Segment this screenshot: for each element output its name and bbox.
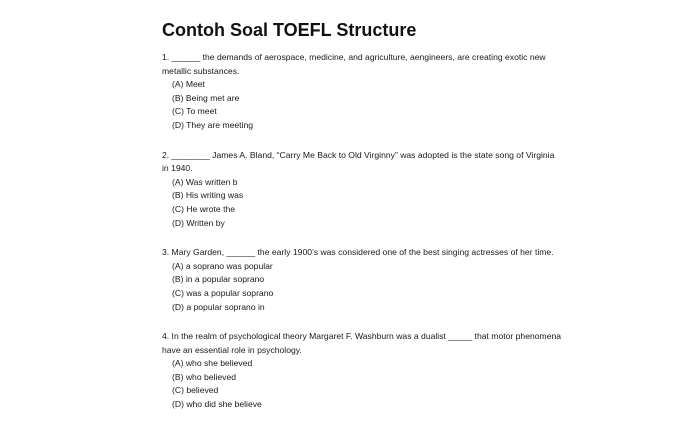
answer-options (162, 176, 562, 230)
option-a: (A) Meet (172, 79, 205, 90)
option-b: (B) Being met are (172, 92, 240, 103)
question-text: 1. ______ the demands of aerospace, medicine, and agriculture, aengineers, are creating exotic new metallic substances. (162, 52, 546, 76)
page-title: Contoh Soal TOEFL Structure (162, 20, 417, 40)
document-page (162, 18, 562, 428)
answer-options (162, 260, 562, 314)
option-d: (D) They are meeting (172, 119, 254, 130)
question-text: 4. In the realm of psychological theory Margaret F. Washburn was a dualist _____ that motor phenomena have an essential role in psychology. (162, 331, 562, 355)
option-a: (A) who she believed (172, 358, 253, 369)
option-d: (D) who did she believe (172, 399, 262, 410)
answer-options (162, 78, 562, 132)
option-c: (C) believed (172, 385, 219, 396)
question-2 (162, 149, 562, 231)
question-text: 3. Mary Garden, ______ the early 1900’s was considered one of the best singing actresses of her time. (162, 247, 554, 258)
answer-options (162, 357, 562, 411)
question-1 (162, 51, 562, 133)
option-a: (A) a soprano was popular (172, 260, 273, 271)
option-a: (A) Was written b (172, 176, 238, 187)
option-d: (D) Written by (172, 217, 225, 228)
option-b: (B) in a popular soprano (172, 274, 265, 285)
option-c: (C) He wrote the (172, 203, 236, 214)
option-b: (B) who believed (172, 371, 237, 382)
option-c: (C) was a popular soprano (172, 287, 274, 298)
option-c: (C) To meet (172, 106, 217, 117)
question-4 (162, 330, 562, 412)
option-b: (B) His writing was (172, 190, 244, 201)
option-d: (D) a popular soprano in (172, 301, 265, 312)
question-text: 2. ________ James A. Bland, “Carry Me Back to Old Virginny” was adopted is the state song of Virginia in 1940. (162, 149, 555, 174)
question-3 (162, 246, 562, 314)
